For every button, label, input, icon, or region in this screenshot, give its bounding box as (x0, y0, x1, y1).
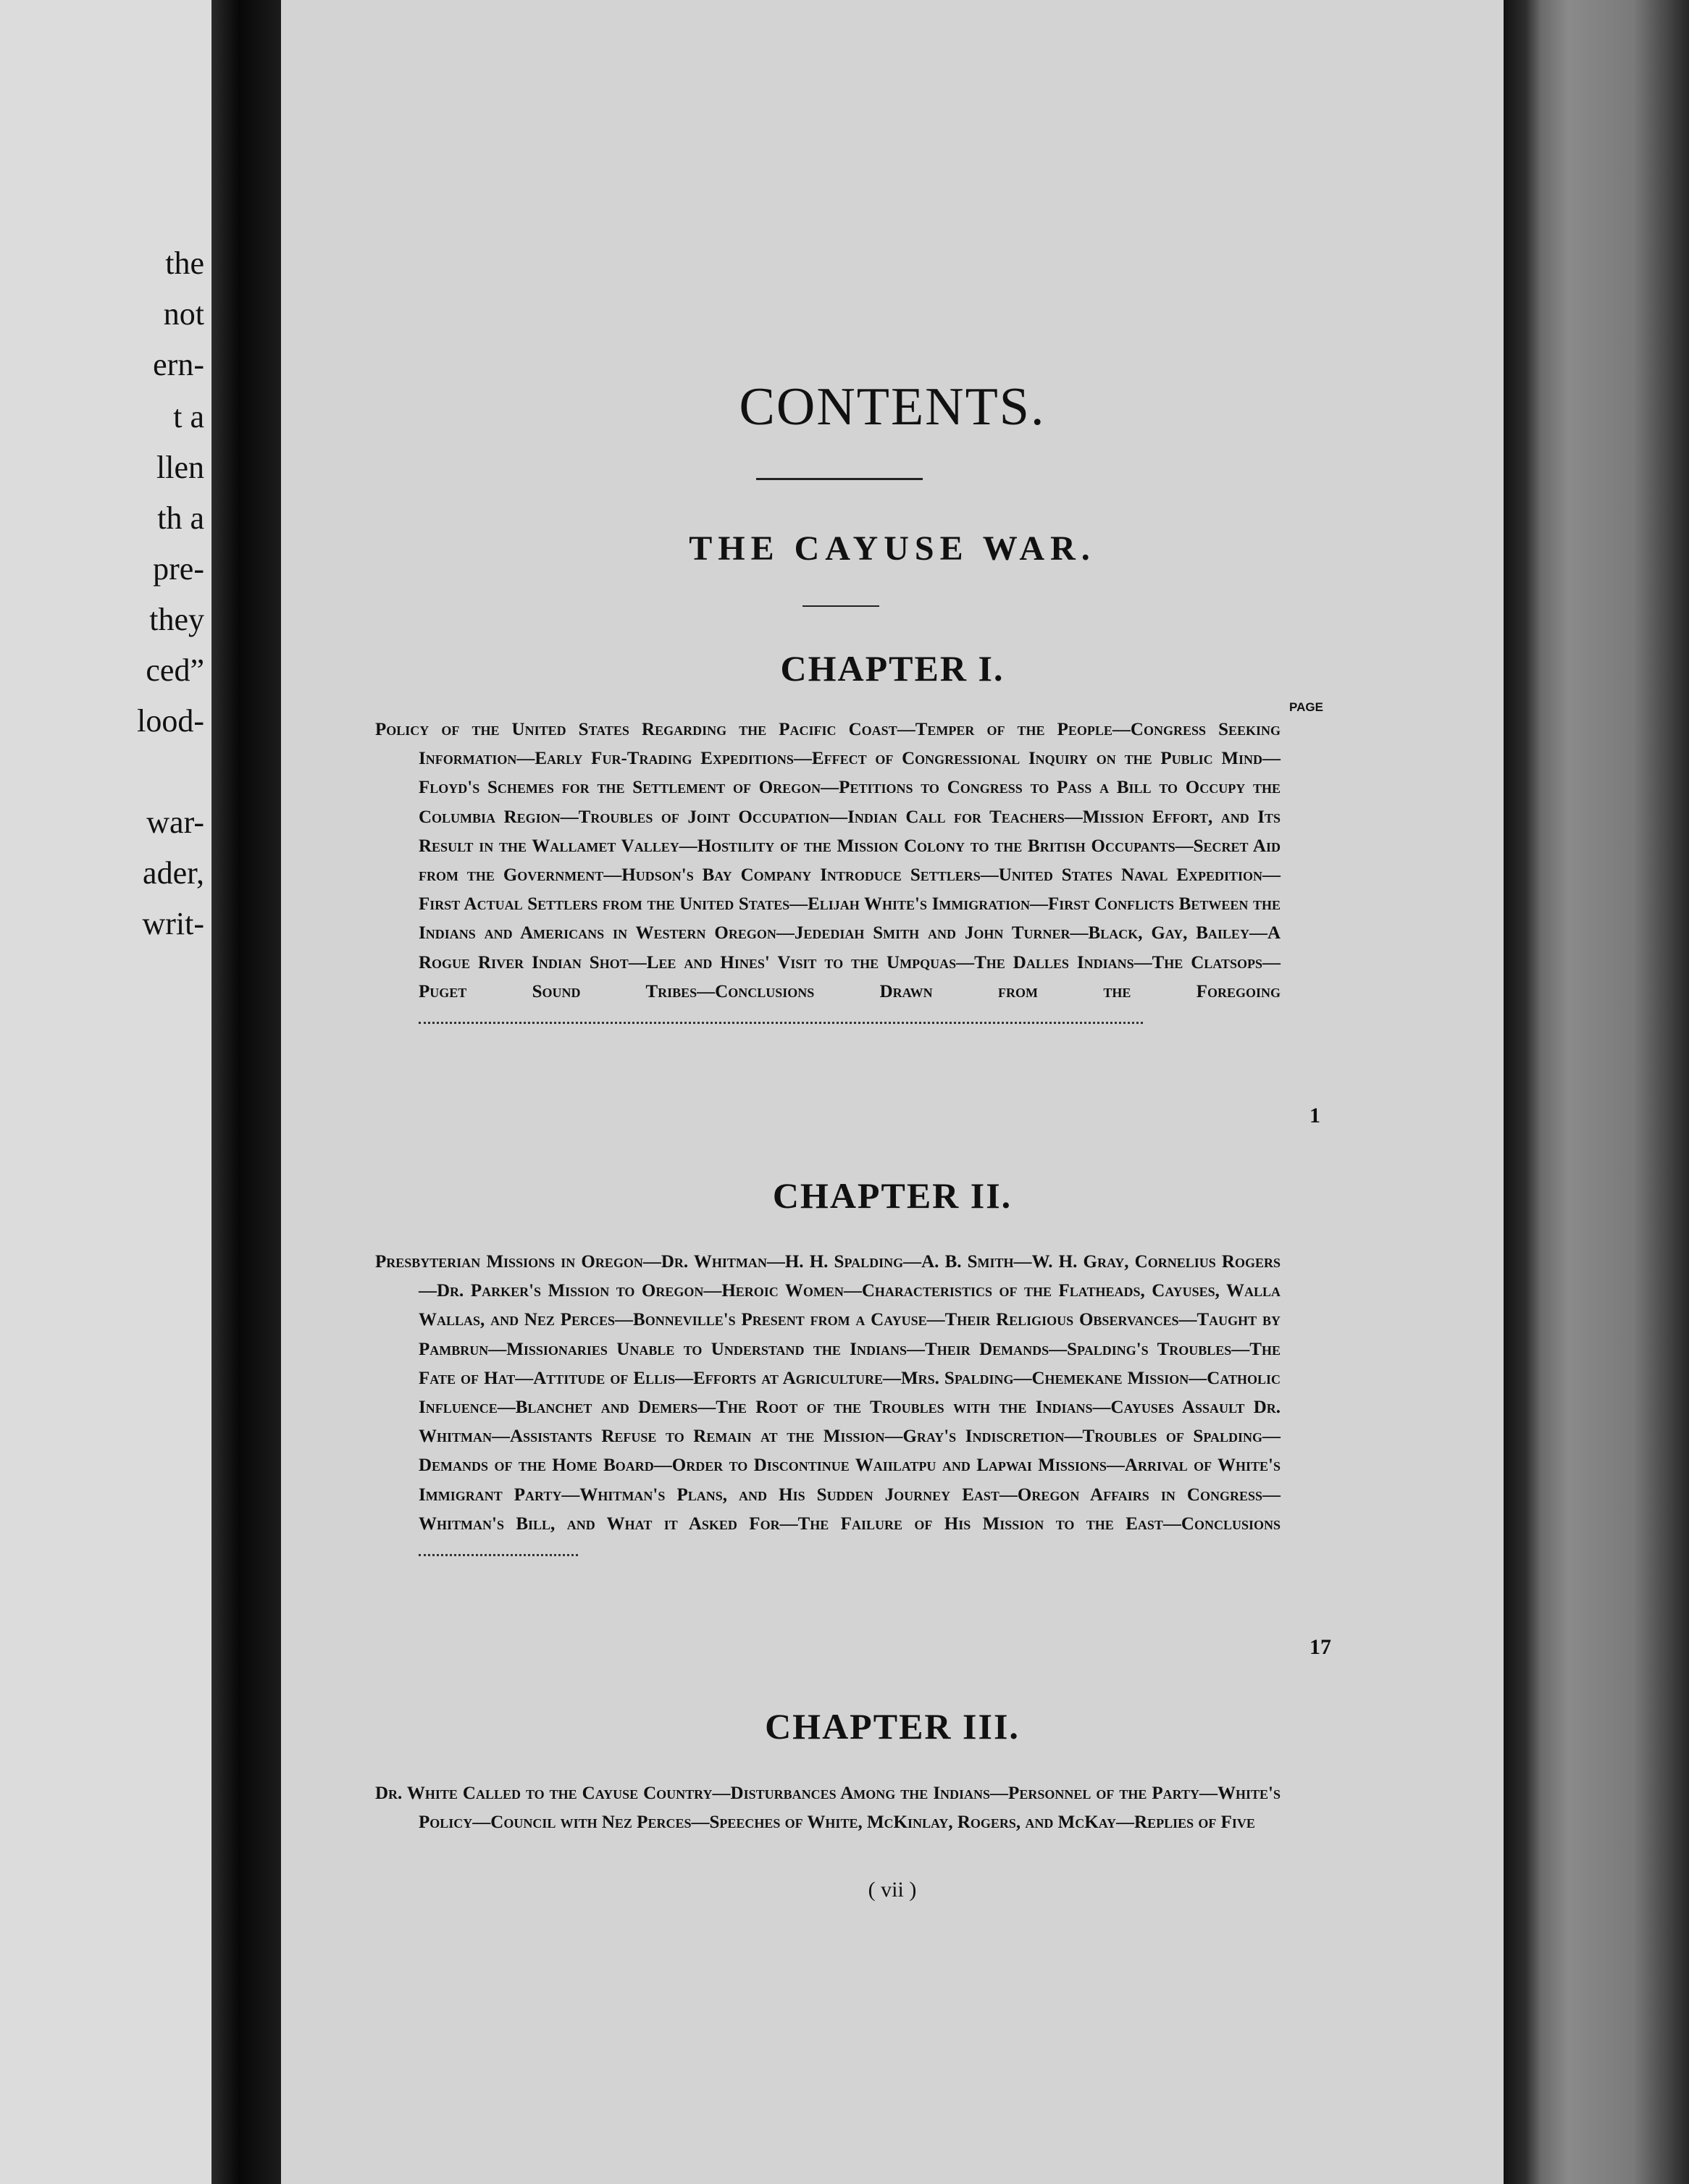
page-column-label: PAGE (1289, 700, 1323, 714)
title-divider (756, 478, 923, 480)
chapter-page-number: 1 (1309, 1104, 1320, 1127)
facing-page-fragment: pre- (153, 551, 204, 587)
facing-page-fragment: llen (156, 450, 204, 485)
section-title: THE CAYUSE WAR. (689, 529, 1096, 568)
facing-page-fragment: ader, (143, 855, 204, 891)
facing-page-left (0, 0, 211, 2184)
book-gutter (211, 0, 281, 2184)
book-page-edges (1504, 0, 1689, 2184)
facing-page-fragment: war- (146, 805, 204, 840)
facing-page-fragment: the (165, 245, 204, 281)
page-folio: ( vii ) (868, 1878, 917, 1902)
page-title: CONTENTS. (739, 377, 1046, 437)
chapter-page-number: 17 (1309, 1635, 1331, 1659)
dot-leader (419, 1553, 578, 1556)
facing-page-fragment: writ- (142, 906, 204, 941)
dot-leader (419, 1020, 1143, 1024)
facing-page-fragment: ern- (153, 347, 204, 382)
facing-page-fragment: th a (157, 500, 204, 536)
chapter-summary-text: Presbyterian Missions in Oregon—Dr. Whitman—H. H. Spalding—A. B. Smith—W. H. Gray, Cornelius Rogers—Dr. Parker's Mission to Oregon—Heroic Women—Characteristics of the Flatheads, Cayuses, Walla Wallas, and Nez Perces—Bonneville's Present from a Cayuse—Their Religious Observances—Taught by Pambrun—Missionaries Unable to Understand the Indians—Their Demands—Spalding's Troubles—The Fate of Hat—Attitude of Ellis—Efforts at Agriculture—Mrs. Spalding—Chemekane Mission—Catholic Influence—Blanchet and Demers—The Root of the Troubles with the Indians—Cayuses Assault Dr. Whitman—Assistants Refuse to Remain at the Mission—Gray's Indiscretion—Troubles of Spalding—Demands of the Home Board—Order to Discontinue Waiilatpu and Lapwai Missions—Arrival of White's Immigrant Party—Whitman's Plans, and His Sudden Journey East—Oregon Affairs in Congress—Whitman's Bill, and What it Asked For—The Failure of His Mission to the East—Conclusions (375, 1252, 1281, 1534)
chapter-summary (375, 715, 1281, 1036)
contents-page (281, 0, 1504, 2184)
facing-page-fragment: not (163, 296, 204, 332)
facing-page-fragment: t a (173, 399, 204, 434)
facing-page-fragment: they (149, 602, 204, 637)
chapter-heading: CHAPTER II. (772, 1175, 1013, 1216)
chapter-summary (375, 1248, 1281, 1568)
chapter-heading: CHAPTER I. (780, 648, 1005, 689)
facing-page-fragment: ced” (146, 652, 204, 688)
chapter-summary (375, 1779, 1281, 1837)
chapter-summary-text: Policy of the United States Regarding the Pacific Coast—Temper of the People—Congress Seeking Information—Early Fur-Trading Expeditions—Effect of Congressional Inquiry on the Public Mind—Floyd's Schemes for the Settlement of Oregon—Petitions to Congress to Pass a Bill to Occupy the Columbia Region—Troubles of Joint Occupation—Indian Call for Teachers—Mission Effort, and Its Result in the Wallamet Valley—Hostility of the Mission Colony to the British Occupants—Secret Aid from the Government—Hudson's Bay Company Introduce Settlers—United States Naval Expedition—First Actual Settlers from the United States—Elijah White's Immigration—First Conflicts Between the Indians and Americans in Western Oregon—Jedediah Smith and John Turner—Black, Gay, Bailey—A Rogue River Indian Shot—Lee and Hines' Visit to the Umpquas—The Dalles Indians—The Clatsops—Puget Sound Tribes—Conclusions Drawn from the Foregoing (375, 720, 1281, 1001)
section-divider (802, 605, 879, 607)
chapter-heading: CHAPTER III. (765, 1706, 1020, 1747)
facing-page-fragment: lood- (137, 703, 204, 739)
chapter-summary-text: Dr. White Called to the Cayuse Country—Disturbances Among the Indians—Personnel of the Party—White's Policy—Council with Nez Perces—Speeches of White, McKinlay, Rogers, and McKay—Replies of Five (375, 1784, 1281, 1833)
